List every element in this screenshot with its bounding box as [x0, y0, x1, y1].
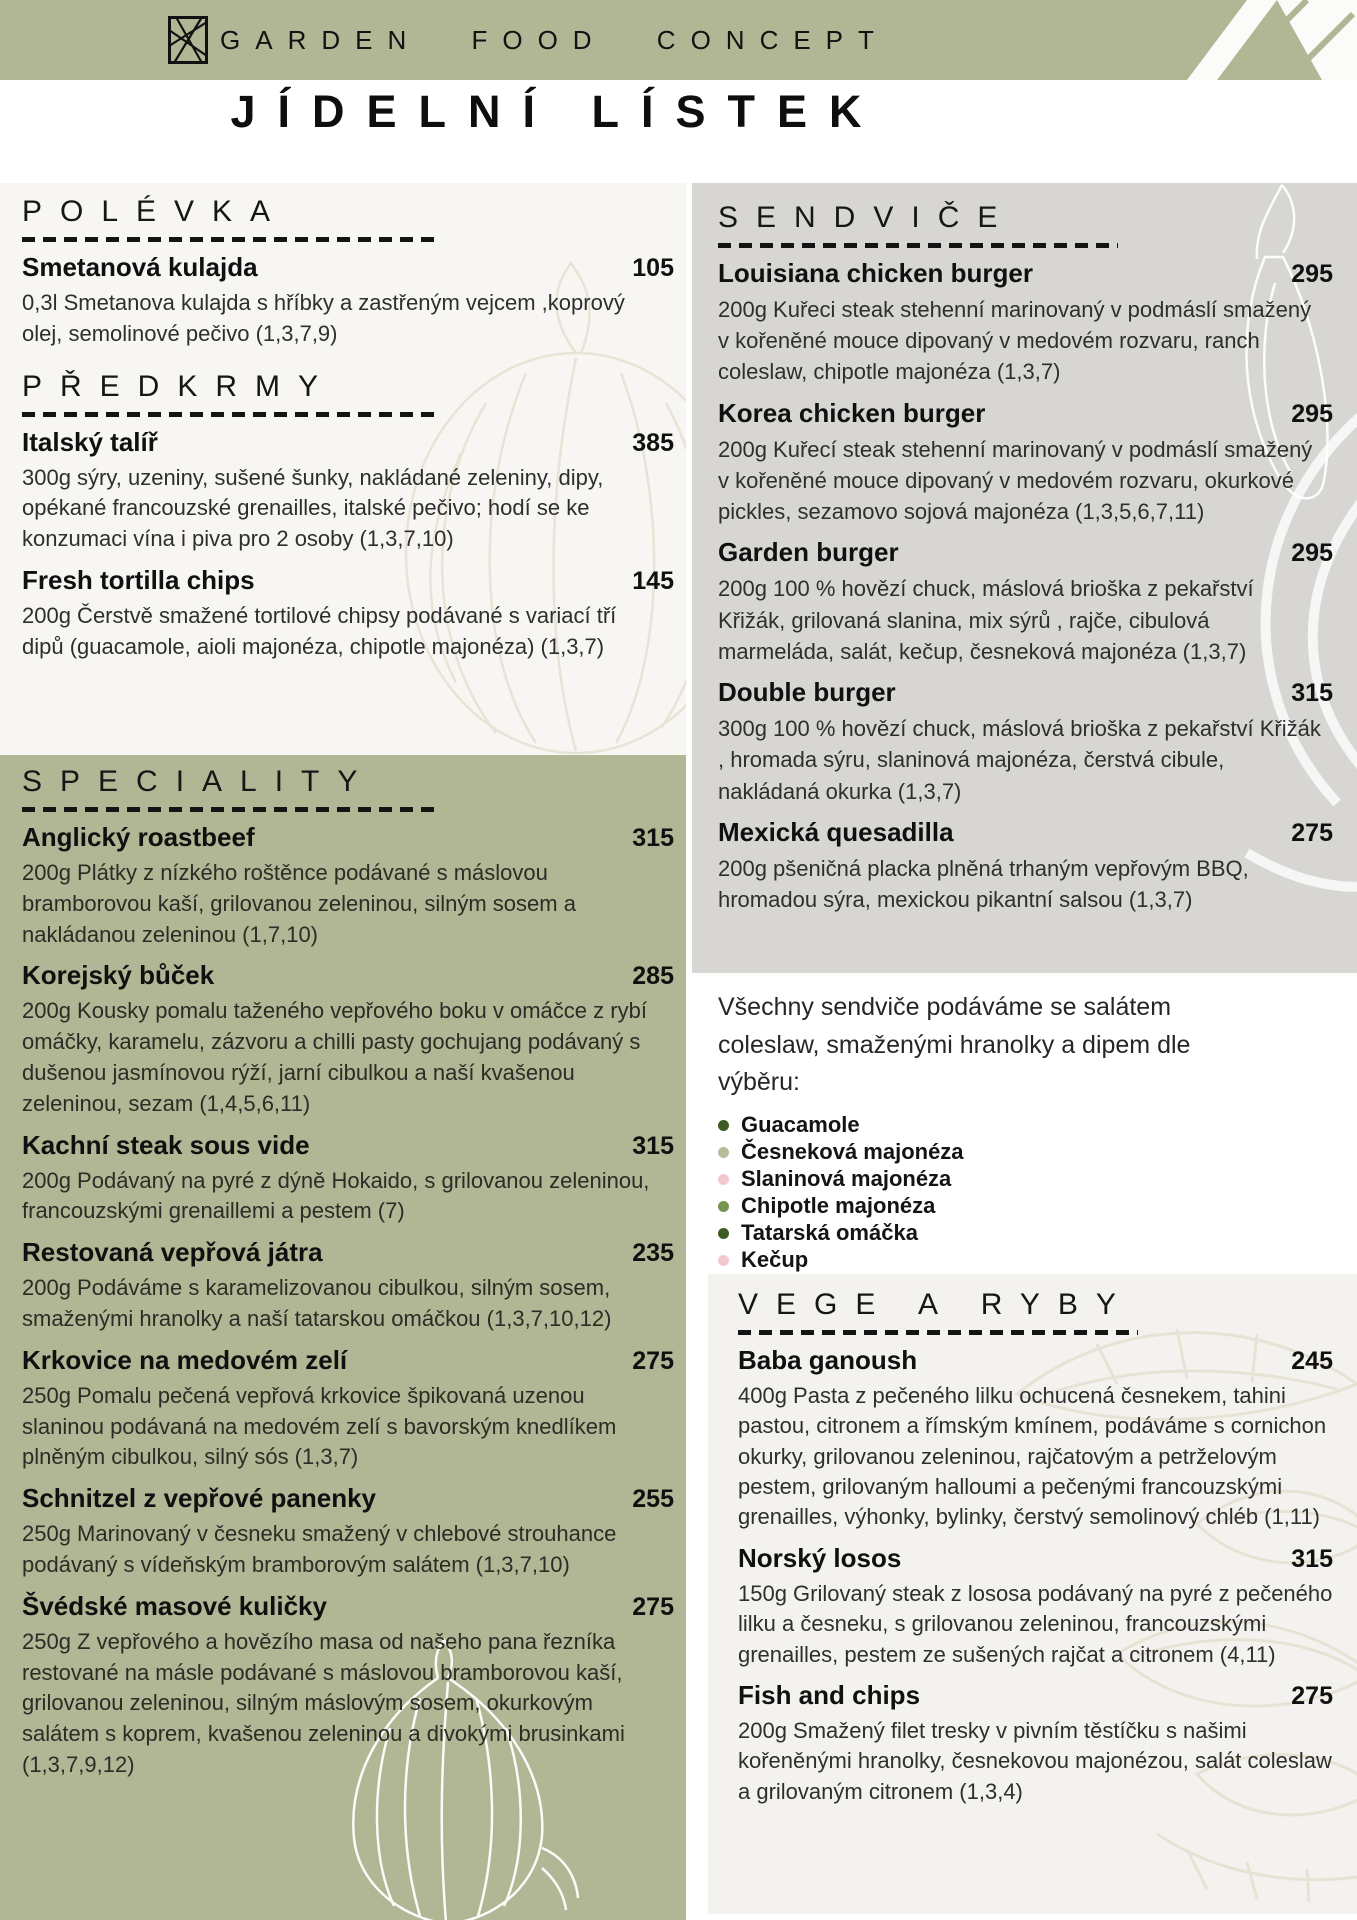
item-description: 200g Podávaný na pyré z dýně Hokaido, s grilovanou zeleninou, francouzskými grenaillemi a pestem (7) [22, 1167, 650, 1224]
item-name: Restovaná vepřová játra [22, 1237, 323, 1268]
lattice-logo-icon [168, 16, 208, 64]
item-price: 275 [1291, 1681, 1333, 1710]
menu-item [738, 1345, 1333, 1533]
item-name: Mexická quesadilla [718, 816, 954, 847]
item-price: 295 [1291, 399, 1333, 428]
section-heading: POLÉVKA [22, 195, 289, 228]
item-price: 255 [632, 1485, 674, 1514]
section-heading: PŘEDKRMY [22, 369, 337, 403]
item-description: 300g 100 % hovězí chuck, máslová brioška z pekařství Křižák , hromada sýru, slaninová majonéza, čerstvá cibule, nakládaná okurka (1,3,7) [718, 716, 1321, 804]
note-text: Všechny sendviče podáváme se salátem coleslaw, smaženými hranolky a dipem dle výběru: [718, 993, 1191, 1096]
item-price: 275 [1291, 818, 1333, 847]
section-heading: SENDVIČE [718, 201, 1016, 234]
item-price: 285 [632, 962, 674, 991]
menu-item [22, 1345, 674, 1473]
sandwich-note [692, 973, 1357, 1274]
item-price: 295 [1291, 539, 1333, 568]
item-description: 200g Podáváme s karamelizovanou cibulkou, silným sosem, smaženými hranolky a naší tatarskou omáčkou (1,3,7,10,12) [22, 1275, 612, 1331]
section-vege [738, 1288, 1333, 1807]
menu-item [738, 1543, 1333, 1670]
item-description: 200g pšeničná placka plněná trhaným vepřovým BBQ, hromadou sýra, mexickou pikantní salsou (1,3,7) [718, 855, 1249, 913]
brand [168, 0, 889, 80]
page-title: JÍDELNÍ LÍSTEK [230, 86, 884, 137]
item-name: Fish and chips [738, 1679, 921, 1710]
section-heading: SPECIALITY [22, 765, 376, 798]
item-price: 245 [1291, 1347, 1333, 1375]
dip-color-dot [718, 1255, 729, 1266]
dashed-divider [718, 243, 1118, 248]
dip-label: Chipotle majonéza [741, 1193, 936, 1218]
item-description: 300g sýry, uzeniny, sušené šunky, nakládané zeleniny, dipy, opékané francouzské grenailles, italské pečivo; hodí se ke konzumaci vína i piva pro 2 osoby (1,3,7,10) [22, 464, 604, 552]
item-name: Baba ganoush [738, 1345, 918, 1375]
item-description: 200g Smažený filet tresky v pivním těstíčku s našimi kořeněnými hranolky, česnekovou majonézou, salát coleslaw a grilovaným citronem (1,3,4) [738, 1717, 1332, 1804]
menu-item [738, 1680, 1333, 1807]
menu-item [22, 565, 674, 663]
dip-label: Slaninová majonéza [741, 1166, 952, 1191]
starters-panel [0, 183, 686, 755]
item-name: Norský losos [738, 1542, 902, 1573]
menu-item [22, 1130, 674, 1228]
item-price: 315 [1291, 679, 1333, 708]
menu-item [22, 960, 674, 1119]
dip-label: Guacamole [741, 1112, 860, 1137]
speciality-panel [0, 755, 686, 1920]
dip-color-dot [718, 1201, 729, 1212]
dashed-divider [22, 237, 434, 242]
menu-item [718, 817, 1333, 915]
item-description: 250g Marinovaný v česneku smažený v chlebové strouhance podávaný s vídeňským bramborovým salátem (1,3,7,10) [22, 1521, 617, 1577]
section-predkrmy [22, 370, 674, 663]
item-price: 315 [1291, 1544, 1333, 1573]
brand-name: GARDEN FOOD CONCEPT [220, 24, 889, 55]
item-name: Italský talíř [22, 426, 158, 457]
item-price: 275 [632, 1346, 674, 1375]
menu-item [718, 677, 1333, 807]
dashed-divider [738, 1330, 1138, 1335]
item-description: 250g Pomalu pečená vepřová krkovice špikovaná uzenou slaninou podávaná na medovém zelí s bavorským knedlíkem plněným cibulkou, silný sós (1,3,7) [22, 1382, 617, 1470]
vege-fish-panel [708, 1274, 1357, 1914]
item-description: 200g Kousky pomalu taženého vepřového boku v omáčce z rybí omáčky, karamelu, zázvoru a chilli pasty gochujang podávaný s dušenou jasmínovou rýží, jarní cibulkou a naší kvašenou zeleninou, sezam (1,4,5,6,11) [22, 998, 647, 1116]
item-name: Švédské masové kuličky [22, 1590, 327, 1621]
dip-color-dot [718, 1120, 729, 1131]
item-price: 105 [632, 254, 674, 282]
menu-item [22, 822, 674, 950]
section-heading: VEGE A RYBY [738, 1288, 1134, 1321]
item-description: 200g Kuřeci steak stehenní marinovaný v podmáslí smažený v kořeněné mouce dipovaný v medovém rozvaru, ranch coleslaw, chipotle majonéza (1,3,7) [718, 297, 1312, 385]
menu-item [22, 1483, 674, 1581]
item-description: 200g 100 % hovězí chuck, máslová brioška z pekařství Křižák, grilovaná slanina, mix sýrů , rajče, cibulová marmeláda, salát, kečup, česneková majonéza (1,3,7) [718, 576, 1254, 664]
item-description: 200g Kuřecí steak stehenní marinovaný v podmáslí smažený v kořeněné mouce dipovaný v medovém rozvaru, okurkové pickles, sezamovo sojová majonéza (1,3,5,6,7,11) [718, 436, 1313, 525]
item-price: 295 [1291, 260, 1333, 288]
item-name: Garden burger [718, 537, 899, 568]
menu-item [22, 1591, 674, 1781]
dip-item [718, 1220, 1333, 1247]
item-description: 400g Pasta z pečeného lilku ochucená česnekem, tahini pastou, citronem a římským kmínem, podáváme s cornichon okurky, grilovanou zeleninou, rajčatovým a petrželovým pestem, grilovaným halloumi a pečenými francouzskými grenailles, výhonky, bylinky, čerstvý semolinový chléb (1,11) [738, 1383, 1327, 1530]
dip-list [718, 1112, 1333, 1274]
left-column [0, 183, 686, 1920]
item-name: Louisiana chicken burger [718, 258, 1033, 288]
corner-pattern-icon [1127, 0, 1357, 80]
item-price: 275 [632, 1592, 674, 1621]
item-description: 200g Čerstvě smažené tortilové chipsy podávané s variací tří dipů (guacamole, aioli majonéza, chipotle majonéza) (1,3,7) [22, 602, 617, 659]
item-name: Smetanová kulajda [22, 252, 258, 282]
item-price: 385 [632, 428, 674, 457]
item-description: 150g Grilovaný steak z lososa podávaný na pyré z pečeného lilku a česneku, s grilovanou zeleninou, francouzskými grenailles, pestem ze sušených rajčat a citronem (4,11) [738, 1580, 1333, 1667]
sandwiches-panel [692, 183, 1357, 973]
menu-item [718, 537, 1333, 667]
item-name: Fresh tortilla chips [22, 564, 255, 595]
item-name: Double burger [718, 677, 896, 708]
dip-item [718, 1139, 1333, 1166]
dashed-divider [22, 412, 434, 417]
dip-item [718, 1166, 1333, 1193]
item-price: 235 [632, 1239, 674, 1268]
dip-label: Česneková majonéza [741, 1139, 964, 1164]
item-name: Anglický roastbeef [22, 822, 255, 852]
dip-color-dot [718, 1147, 729, 1158]
menu-item [718, 398, 1333, 528]
item-price: 315 [632, 824, 674, 852]
menu-item [22, 427, 674, 555]
item-name: Schnitzel z vepřové panenky [22, 1483, 377, 1514]
section-speciality [22, 765, 674, 1781]
dip-item [718, 1112, 1333, 1139]
section-sendvice [718, 201, 1333, 915]
right-column [692, 183, 1357, 1920]
menu-item [718, 258, 1333, 388]
item-name: Korejský bůček [22, 960, 215, 991]
item-price: 145 [632, 566, 674, 595]
item-name: Krkovice na medovém zelí [22, 1344, 348, 1375]
dip-item [718, 1193, 1333, 1220]
item-description: 0,3l Smetanova kulajda s hříbky a zastřeným vejcem ,koprový olej, semolinové pečivo (1,3,7,9) [22, 290, 625, 346]
dip-label: Kečup [741, 1247, 809, 1272]
dip-color-dot [718, 1228, 729, 1239]
menu-item [22, 1237, 674, 1335]
item-price: 315 [632, 1131, 674, 1160]
menu-item [22, 252, 674, 350]
dip-color-dot [718, 1174, 729, 1185]
item-name: Kachní steak sous vide [22, 1129, 310, 1160]
dashed-divider [22, 807, 434, 812]
dip-item [718, 1247, 1333, 1274]
dip-label: Tatarská omáčka [741, 1220, 918, 1245]
section-polevka [22, 195, 674, 350]
item-description: 250g Z vepřového a hovězího masa od našeho pana řezníka restované na másle podávané s máslovou bramborovou kaší, grilovanou zeleninou, silným máslovým sosem, okurkovým salátem s koprem, kvašenou zeleninou a divokými brusinkami (1,3,7,9,12) [22, 1628, 625, 1777]
item-name: Korea chicken burger [718, 397, 986, 428]
item-description: 200g Plátky z nízkého roštěnce podávané s máslovou bramborovou kaší, grilovanou zeleninou, silným sosem a nakládanou zeleninou (1,7,10) [22, 860, 576, 947]
